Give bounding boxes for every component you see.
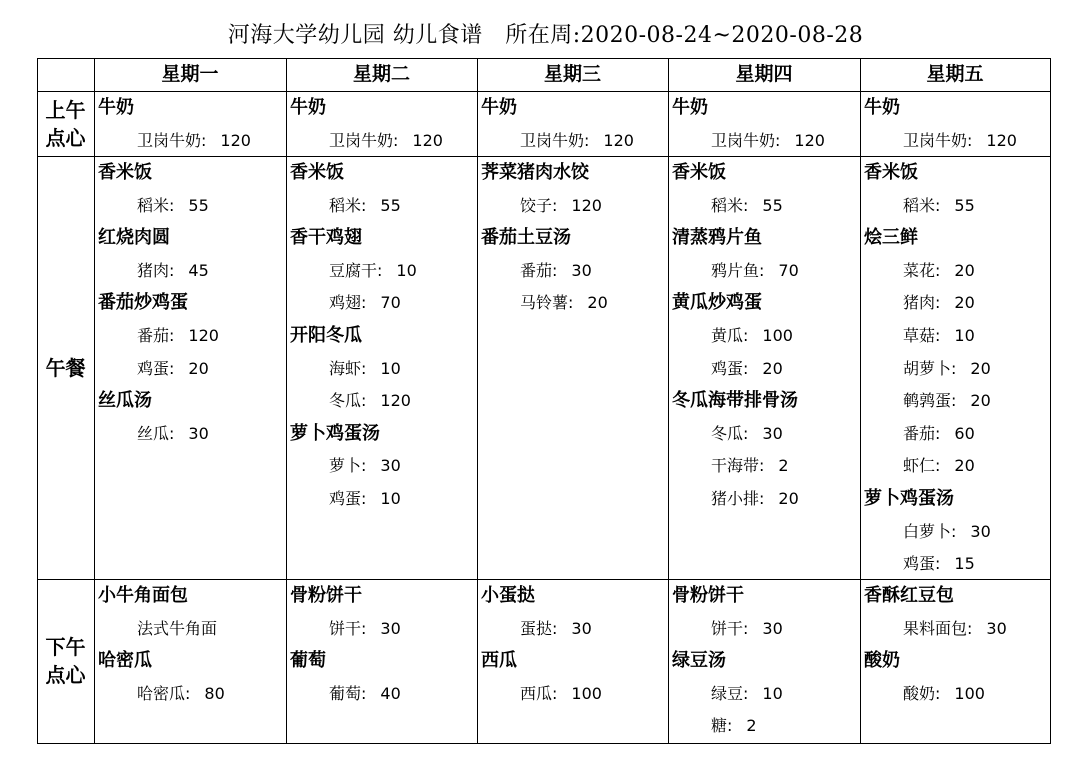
ingredient-amount: 120 [380,391,411,411]
ingredient-row [861,418,1050,451]
menu-table [37,58,1051,744]
ingredient-amount: 60 [954,423,975,443]
ingredient-row [861,385,1050,418]
dish-name: 丝瓜汤 [98,390,152,412]
menu-cell [669,157,860,579]
ingredient-amount: 10 [396,260,417,280]
ingredient-name: 丝瓜: [137,423,175,443]
dish-name: 牛奶 [481,97,517,118]
dish-name: 牛奶 [672,97,708,118]
ingredient-amount: 40 [380,683,401,703]
ingredient-name: 哈密瓜: [137,683,191,703]
ingredient-name: 果料面包: [903,618,973,638]
ingredient-name: 萝卜: [329,456,367,476]
ingredient-amount: 55 [188,195,209,215]
ingredient-row [287,287,477,320]
ingredient-row [861,548,1050,579]
ingredient-amount: 30 [188,423,209,443]
meal-label-line: 上午 [45,97,86,122]
ingredient-name: 葡萄: [329,683,367,703]
dish-name: 萝卜鸡蛋汤 [864,487,954,509]
ingredient-name: 干海带: [711,456,765,476]
meal-label-line: 点心 [45,663,86,687]
ingredient-row [95,190,286,223]
ingredient-name: 马铃薯: [520,293,574,313]
ingredient-row [669,125,860,156]
ingredient-name: 鸦片鱼: [711,260,765,280]
ingredient-row [287,450,477,483]
ingredient-row [669,710,860,743]
ingredient-row [861,353,1050,386]
ingredient-amount: 10 [954,325,975,345]
ingredient-row [669,450,860,483]
ingredient-name: 黄瓜: [711,325,749,345]
ingredient-name: 饺子: [520,195,558,215]
ingredient-name: 草菇: [903,325,941,345]
ingredient-amount: 20 [954,260,975,280]
ingredient-amount: 20 [778,488,799,508]
ingredient-name: 饼干: [711,618,749,638]
ingredient-name: 稻米: [711,195,749,215]
ingredient-name: 白萝卜: [903,521,957,541]
ingredient-name: 菜花: [903,260,941,280]
dish-name: 开阳冬瓜 [290,324,362,346]
ingredient-row [95,613,286,646]
ingredient-amount: 120 [603,130,634,150]
ingredient-amount: 70 [778,260,799,280]
ingredient-amount: 2 [778,456,789,476]
ingredient-amount: 15 [954,554,975,574]
ingredient-name: 卫岗牛奶: [711,130,781,150]
dish-name: 冬瓜海带排骨汤 [672,390,798,412]
dish-name: 萝卜鸡蛋汤 [290,422,380,444]
ingredient-row [861,678,1050,711]
ingredient-name: 西瓜: [520,683,558,703]
ingredient-amount: 20 [970,358,991,378]
ingredient-amount: 20 [188,358,209,378]
dish-name: 骨粉饼干 [672,585,744,606]
ingredient-name: 猪小排: [711,488,765,508]
menu-cell [861,580,1050,743]
menu-cell [669,580,860,743]
ingredient-row [861,320,1050,353]
day-header: 星期三 [543,63,601,85]
ingredient-row [669,418,860,451]
ingredient-row [95,255,286,288]
ingredient-amount: 55 [380,195,401,215]
ingredient-name: 糖: [711,716,733,736]
ingredient-row [95,320,286,353]
menu-cell [287,157,477,579]
ingredient-name: 番茄: [520,260,558,280]
dish-name: 香酥红豆包 [864,585,954,606]
table-rule-horizontal [37,743,1051,744]
ingredient-row [861,287,1050,320]
ingredient-name: 绿豆: [711,683,749,703]
ingredient-amount: 120 [188,325,219,345]
ingredient-name: 酸奶: [903,683,941,703]
ingredient-name: 鹌鹑蛋: [903,391,957,411]
ingredient-row [861,255,1050,288]
ingredient-row [669,190,860,223]
ingredient-row [287,613,477,646]
ingredient-row [861,125,1050,156]
ingredient-amount: 100 [762,325,793,345]
ingredient-name: 猪肉: [903,293,941,313]
ingredient-amount: 20 [587,293,608,313]
menu-cell [478,580,668,743]
ingredient-row [478,678,668,711]
ingredient-amount: 30 [380,456,401,476]
ingredient-amount: 10 [380,488,401,508]
dish-name: 番茄土豆汤 [481,227,571,249]
ingredient-row [287,125,477,156]
ingredient-row [287,385,477,418]
ingredient-row [478,287,668,320]
menu-cell [287,92,477,156]
menu-cell [95,580,286,743]
ingredient-amount: 55 [762,195,783,215]
ingredient-row [287,190,477,223]
ingredient-amount: 10 [762,683,783,703]
dish-name: 番茄炒鸡蛋 [98,292,188,314]
menu-cell [478,92,668,156]
ingredient-name: 虾仁: [903,456,941,476]
ingredient-row [95,678,286,711]
ingredient-row [669,613,860,646]
day-header: 星期二 [352,63,410,85]
menu-cell [478,157,668,579]
ingredient-name: 番茄: [137,325,175,345]
ingredient-row [669,255,860,288]
menu-cell [861,92,1050,156]
ingredient-row [669,678,860,711]
ingredient-amount: 30 [762,423,783,443]
ingredient-row [95,125,286,156]
meal-label-line: 午餐 [45,355,86,380]
menu-cell [95,92,286,156]
dish-name: 香米饭 [98,162,152,183]
dish-name: 清蒸鸦片鱼 [672,227,762,249]
ingredient-name: 卫岗牛奶: [903,130,973,150]
menu-cell [287,580,477,743]
ingredient-name: 冬瓜: [329,391,367,411]
ingredient-row [669,353,860,386]
dish-name: 西瓜 [481,650,517,672]
ingredient-amount: 120 [571,195,602,215]
ingredient-row [95,418,286,451]
ingredient-name: 卫岗牛奶: [329,130,399,150]
ingredient-name: 鸡蛋: [329,488,367,508]
ingredient-amount: 30 [970,521,991,541]
dish-name: 香米饭 [672,162,726,183]
dish-name: 酸奶 [864,650,900,672]
dish-name: 小蛋挞 [481,585,535,606]
ingredient-amount: 120 [986,130,1017,150]
ingredient-name: 饼干: [329,618,367,638]
ingredient-row [287,483,477,516]
ingredient-name: 稻米: [137,195,175,215]
dish-name: 绿豆汤 [672,650,726,672]
ingredient-name: 鸡蛋: [137,358,175,378]
ingredient-name: 稻米: [329,195,367,215]
dish-name: 荠菜猪肉水饺 [481,162,589,183]
ingredient-name: 胡萝卜: [903,358,957,378]
ingredient-row [478,125,668,156]
ingredient-amount: 20 [970,391,991,411]
ingredient-amount: 30 [571,618,592,638]
ingredient-name: 鸡蛋: [711,358,749,378]
ingredient-name: 鸡蛋: [903,554,941,574]
ingredient-amount: 30 [762,618,783,638]
ingredient-amount: 20 [762,358,783,378]
ingredient-amount: 70 [380,293,401,313]
meal-label [37,633,94,689]
ingredient-name: 蛋挞: [520,618,558,638]
ingredient-row [669,483,860,516]
dish-name: 烩三鲜 [864,227,918,249]
meal-label-line: 下午 [45,635,86,659]
ingredient-name: 法式牛角面 [137,618,218,638]
ingredient-amount: 100 [954,683,985,703]
ingredient-name: 海虾: [329,358,367,378]
ingredient-row [861,450,1050,483]
ingredient-row [861,190,1050,223]
dish-name: 香米饭 [864,162,918,183]
ingredient-amount: 120 [220,130,251,150]
ingredient-row [287,678,477,711]
ingredient-amount: 20 [954,293,975,313]
meal-label [37,96,94,152]
ingredient-amount: 2 [746,716,757,736]
ingredient-name: 卫岗牛奶: [137,130,207,150]
ingredient-row [861,613,1050,646]
ingredient-name: 卫岗牛奶: [520,130,590,150]
ingredient-name: 豆腐干: [329,260,383,280]
meal-label [37,354,94,382]
ingredient-row [478,255,668,288]
dish-name: 香米饭 [290,162,344,183]
day-header: 星期四 [735,63,793,85]
ingredient-name: 番茄: [903,423,941,443]
ingredient-row [287,255,477,288]
ingredient-row [478,613,668,646]
meal-label-line: 点心 [45,125,86,150]
dish-name: 葡萄 [290,650,326,672]
menu-cell [95,157,286,579]
ingredient-amount: 30 [380,618,401,638]
dish-name: 骨粉饼干 [290,585,362,606]
ingredient-name: 稻米: [903,195,941,215]
ingredient-name: 猪肉: [137,260,175,280]
dish-name: 黄瓜炒鸡蛋 [672,292,762,314]
dish-name: 牛奶 [290,97,326,118]
ingredient-amount: 80 [204,683,225,703]
ingredient-amount: 100 [571,683,602,703]
ingredient-name: 鸡翅: [329,293,367,313]
dish-name: 小牛角面包 [98,585,188,606]
dish-name: 红烧肉圆 [98,227,170,249]
ingredient-row [478,190,668,223]
ingredient-amount: 55 [954,195,975,215]
ingredient-row [95,353,286,386]
day-header: 星期五 [926,63,984,85]
menu-cell [669,92,860,156]
ingredient-row [669,320,860,353]
dish-name: 哈密瓜 [98,650,152,672]
ingredient-amount: 120 [412,130,443,150]
dish-name: 牛奶 [98,97,134,118]
page-title: 河海大学幼儿园 幼儿食谱 所在周:2020-08-24~2020-08-28 [227,23,864,48]
ingredient-amount: 45 [188,260,209,280]
ingredient-amount: 30 [571,260,592,280]
ingredient-amount: 10 [380,358,401,378]
ingredient-amount: 30 [986,618,1007,638]
table-rule-vertical [1050,58,1051,744]
dish-name: 牛奶 [864,97,900,118]
ingredient-row [287,353,477,386]
day-header: 星期一 [161,63,219,85]
menu-cell [861,157,1050,579]
dish-name: 香干鸡翅 [290,227,362,249]
ingredient-amount: 120 [794,130,825,150]
ingredient-name: 冬瓜: [711,423,749,443]
ingredient-amount: 20 [954,456,975,476]
ingredient-row [861,516,1050,549]
